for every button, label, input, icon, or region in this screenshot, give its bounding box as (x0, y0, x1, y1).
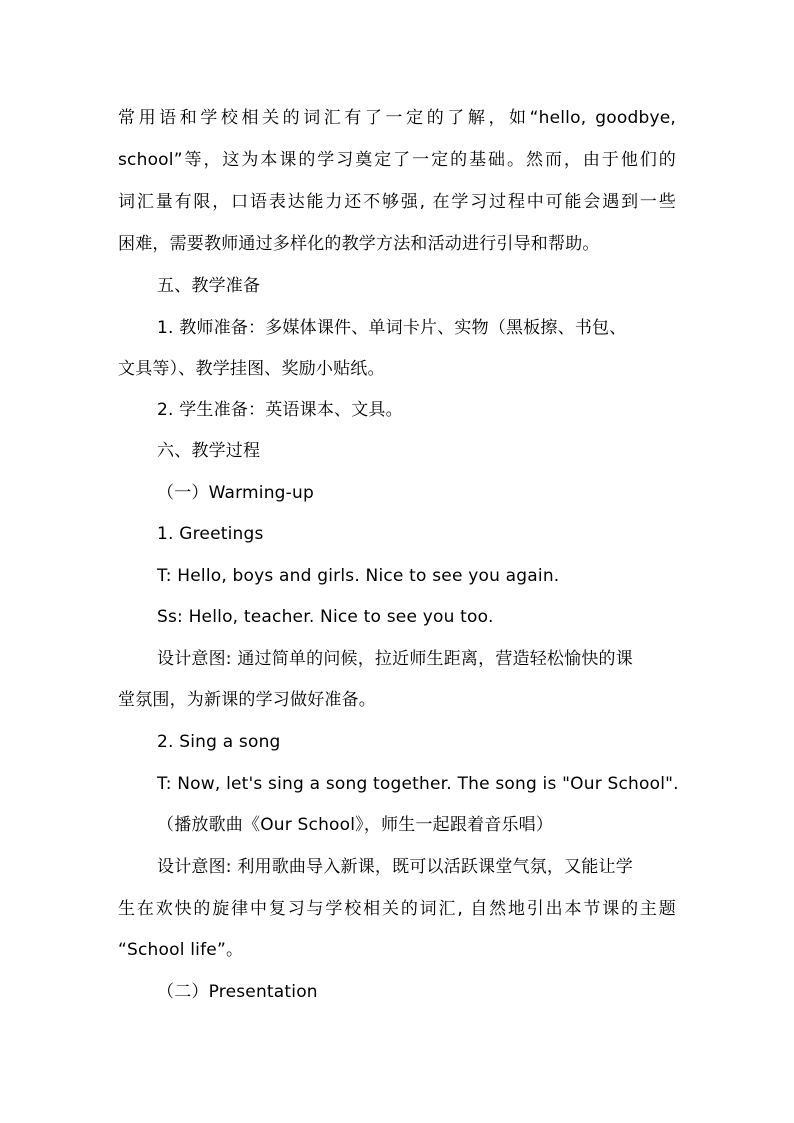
paragraph-line: 困难，需要教师通过多样化的教学方法和活动进行引导和帮助。 (118, 234, 600, 254)
stage-direction: （播放歌曲《Our School》，师生一起跟着音乐唱） (157, 815, 554, 835)
paragraph-line: 文具等）、教学挂图、奖励小贴纸。 (118, 359, 385, 379)
list-item: 2. 学生准备：英语课本、文具。 (157, 400, 403, 420)
step-heading: 1. Greetings (157, 524, 264, 544)
section-heading: 六、教学过程 (157, 441, 261, 461)
dialogue-line: T: Hello, boys and girls. Nice to see you again. (157, 566, 560, 586)
dialogue-line: T: Now, let's sing a song together. The song is "Our School". (157, 774, 679, 794)
paragraph-line: 词汇量有限，口语表达能力还不够强, 在学习过程中可能会遇到一些 (118, 192, 676, 212)
paragraph-line: “School life”。 (118, 940, 244, 960)
paragraph-line: 堂氛围，为新课的学习做好准备。 (118, 690, 376, 710)
subsection-heading: （一）Warming-up (157, 483, 314, 503)
paragraph-line: school”等，这为本课的学习奠定了一定的基础。然而，由于他们的 (118, 150, 676, 170)
section-heading: 五、教学准备 (157, 276, 261, 296)
paragraph-line: 生在欢快的旋律中复习与学校相关的词汇, 自然地引出本节课的主题 (118, 899, 676, 919)
design-intent-line: 设计意图: 利用歌曲导入新课，既可以活跃课堂气氛，又能让学 (157, 857, 633, 877)
subsection-heading: （二）Presentation (157, 982, 318, 1002)
design-intent-line: 设计意图: 通过简单的问候，拉近师生距离，营造轻松愉快的课 (157, 649, 633, 669)
paragraph-line: 常用语和学校相关的词汇有了一定的了解，如“hello, goodbye, (118, 108, 676, 128)
dialogue-line: Ss: Hello, teacher. Nice to see you too. (157, 607, 494, 627)
list-item: 1. 教师准备：多媒体课件、单词卡片、实物（黑板擦、书包、 (157, 318, 627, 338)
step-heading: 2. Sing a song (157, 732, 281, 752)
